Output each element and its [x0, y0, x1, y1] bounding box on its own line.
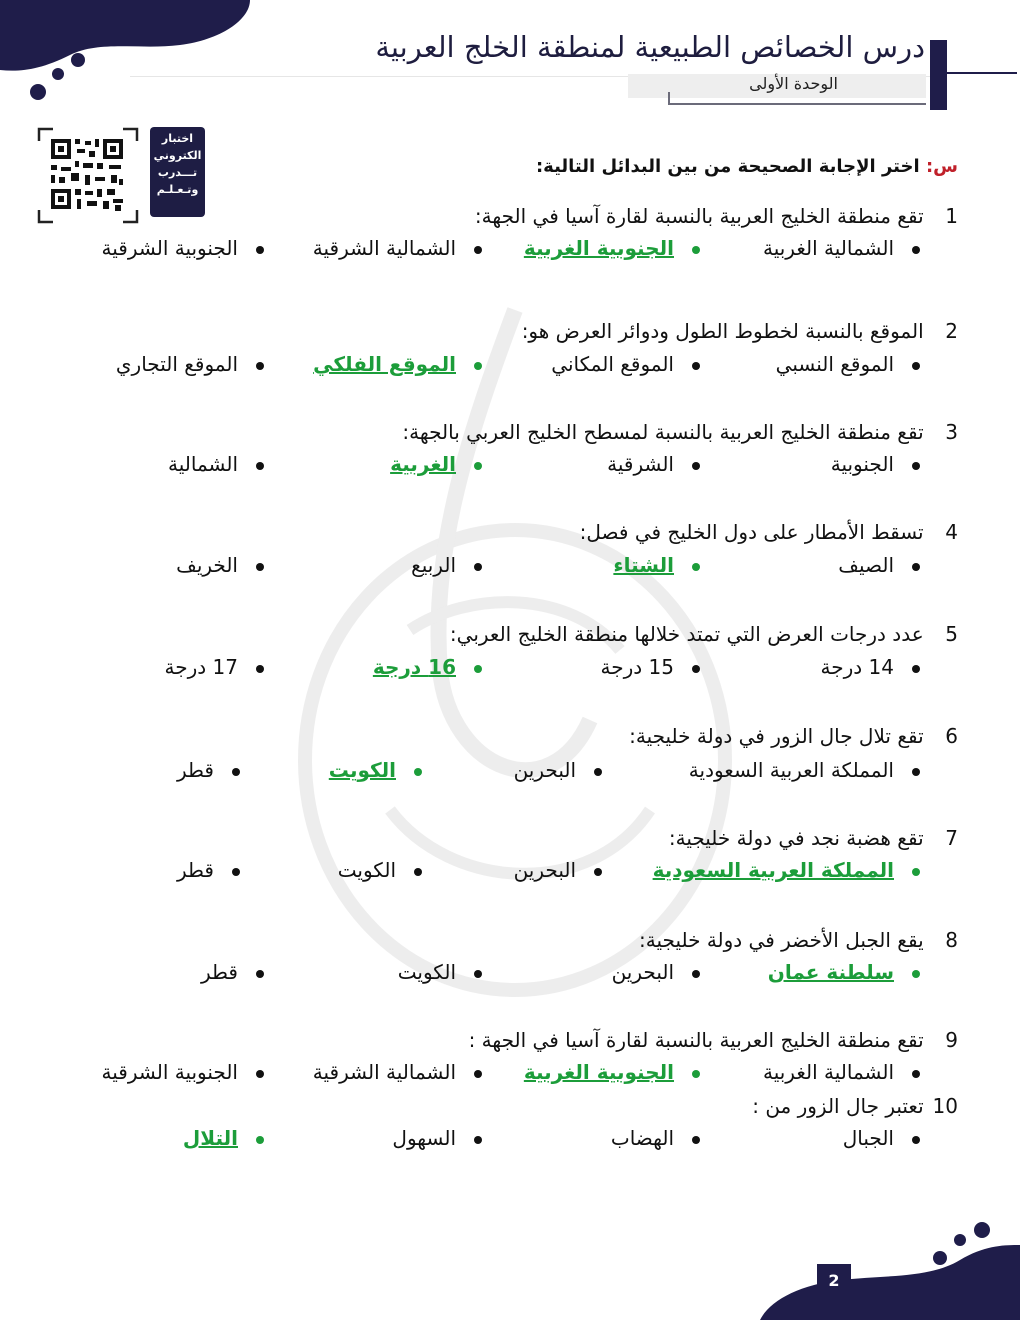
question-number: 6	[945, 724, 958, 748]
question-4	[580, 520, 958, 544]
header-accent-line	[945, 72, 1017, 74]
option-correct[interactable]: التلال	[183, 1126, 264, 1150]
bullet-icon	[912, 1136, 920, 1144]
option[interactable]: الخريف	[176, 553, 264, 577]
qr-code-icon[interactable]	[37, 127, 139, 224]
question-text: الموقع بالنسبة لخطوط الطول ودوائر العرض هو:	[521, 319, 924, 343]
bullet-icon	[414, 768, 422, 776]
bullet-icon	[474, 970, 482, 978]
option[interactable]: الشمالية الشرقية	[313, 236, 482, 260]
badge-line: تـــدرب	[157, 166, 198, 179]
bullet-icon	[474, 246, 482, 254]
option-correct[interactable]: الجنوبية الغربية	[524, 236, 700, 260]
question-number: 10	[932, 1094, 958, 1118]
e-test-badge[interactable]	[150, 127, 205, 217]
question-7	[669, 826, 958, 850]
option[interactable]: الشمالية الغربية	[763, 1060, 920, 1084]
question-10	[752, 1094, 958, 1118]
option[interactable]: الجنوبية الشرقية	[102, 236, 264, 260]
question-text: تقع تلال جال الزور في دولة خليجية:	[629, 724, 924, 748]
bullet-icon	[912, 563, 920, 571]
question-2	[522, 319, 958, 343]
option[interactable]: الشمالية الشرقية	[313, 1060, 482, 1084]
option[interactable]: 15 درجة	[601, 655, 700, 679]
bullet-icon	[256, 462, 264, 470]
option[interactable]: الجبال	[843, 1126, 920, 1150]
question-text: تقع هضبة نجد في دولة خليجية:	[668, 826, 924, 850]
question-5	[450, 622, 958, 646]
option[interactable]: قطر	[201, 960, 264, 984]
badge-line: وتـعـلـم	[156, 183, 199, 196]
bullet-icon	[692, 462, 700, 470]
option-correct[interactable]: الجنوبية الغربية	[524, 1060, 700, 1084]
option[interactable]: البحرين	[514, 758, 602, 782]
bullet-icon	[692, 563, 700, 571]
option-correct[interactable]: الشتاء	[613, 553, 700, 577]
page-number: 2	[817, 1264, 851, 1298]
option[interactable]: الجنوبية	[831, 452, 920, 476]
bullet-icon	[474, 665, 482, 673]
instruction-prefix: س:	[925, 156, 958, 177]
question-8	[639, 928, 958, 952]
bullet-icon	[912, 868, 920, 876]
option-correct[interactable]: الموقع الفلكي	[313, 352, 482, 376]
option[interactable]: الشمالية	[168, 452, 264, 476]
bullet-icon	[912, 462, 920, 470]
question-text: يقع الجبل الأخضر في دولة خليجية:	[639, 928, 924, 952]
bullet-icon	[256, 665, 264, 673]
option[interactable]: المملكة العربية السعودية	[689, 758, 920, 782]
instruction	[536, 156, 958, 177]
badge-line: الكتروني	[153, 149, 202, 162]
calligraphy-watermark	[290, 290, 740, 1010]
bullet-icon	[912, 665, 920, 673]
question-text: تقع منطقة الخليج العربية بالنسبة لمسطح الخليج العربي بالجهة:	[402, 420, 924, 444]
question-text: تقع منطقة الخليج العربية بالنسبة لقارة آسيا في الجهة :	[468, 1028, 924, 1052]
option[interactable]: الكويت	[398, 960, 482, 984]
bullet-icon	[232, 868, 240, 876]
option[interactable]: 14 درجة	[821, 655, 920, 679]
unit-label: الوحدة الأولى	[749, 74, 838, 93]
question-1	[475, 204, 958, 228]
bullet-icon	[912, 246, 920, 254]
top-corner-decoration	[0, 0, 260, 110]
bullet-icon	[474, 362, 482, 370]
option[interactable]: الموقع المكاني	[551, 352, 700, 376]
question-number: 2	[945, 319, 958, 343]
bullet-icon	[594, 768, 602, 776]
question-number: 8	[945, 928, 958, 952]
instruction-text: اختر الإجابة الصحيحة من بين البدائل التالية:	[535, 156, 920, 177]
option[interactable]: الموقع التجاري	[116, 352, 264, 376]
bullet-icon	[594, 868, 602, 876]
bullet-icon	[692, 665, 700, 673]
header-side-bar	[930, 40, 947, 110]
question-number: 3	[945, 420, 958, 444]
option-correct[interactable]: المملكة العربية السعودية	[653, 858, 920, 882]
question-number: 4	[945, 520, 958, 544]
bullet-icon	[474, 462, 482, 470]
bullet-icon	[912, 362, 920, 370]
unit-underline-tick	[668, 92, 670, 105]
bullet-icon	[692, 362, 700, 370]
question-number: 7	[945, 826, 958, 850]
option[interactable]: الشمالية الغربية	[763, 236, 920, 260]
unit-underline	[668, 103, 926, 105]
option[interactable]: 17 درجة	[165, 655, 264, 679]
question-number: 9	[945, 1028, 958, 1052]
question-9	[469, 1028, 958, 1052]
option[interactable]: الهضاب	[611, 1126, 700, 1150]
option[interactable]: الكويت	[338, 858, 422, 882]
option[interactable]: الموقع النسبي	[776, 352, 920, 376]
page-title: درس الخصائص الطبيعية لمنطقة الخلج العربية	[375, 30, 925, 64]
bullet-icon	[474, 563, 482, 571]
option[interactable]: البحرين	[514, 858, 602, 882]
question-number: 1	[945, 204, 958, 228]
bullet-icon	[256, 970, 264, 978]
bullet-icon	[912, 970, 920, 978]
question-number: 5	[945, 622, 958, 646]
option-correct[interactable]: الغربية	[390, 452, 482, 476]
question-text: تقع منطقة الخليج العربية بالنسبة لقارة آسيا في الجهة:	[474, 204, 924, 228]
bullet-icon	[692, 246, 700, 254]
bullet-icon	[232, 768, 240, 776]
bullet-icon	[256, 246, 264, 254]
bullet-icon	[256, 1136, 264, 1144]
question-text: تعتبر جال الزور من :	[752, 1094, 924, 1118]
option[interactable]: قطر	[177, 858, 240, 882]
bullet-icon	[474, 1070, 482, 1078]
bullet-icon	[692, 1070, 700, 1078]
option[interactable]: السهول	[392, 1126, 482, 1150]
option[interactable]: الربيع	[411, 553, 482, 577]
option[interactable]: الشرقية	[607, 452, 700, 476]
question-text: عدد درجات العرض التي تمتد خلالها منطقة الخليج العربي:	[449, 622, 924, 646]
bullet-icon	[692, 1136, 700, 1144]
option[interactable]: البحرين	[612, 960, 700, 984]
question-text: تسقط الأمطار على دول الخليج في فصل:	[579, 520, 924, 544]
option[interactable]: قطر	[177, 758, 240, 782]
option-correct[interactable]: الكويت	[329, 758, 422, 782]
option[interactable]: الصيف	[838, 553, 920, 577]
question-3	[402, 420, 958, 444]
bullet-icon	[912, 768, 920, 776]
option-correct[interactable]: 16 درجة	[373, 655, 482, 679]
bullet-icon	[474, 1136, 482, 1144]
bullet-icon	[256, 362, 264, 370]
bullet-icon	[256, 563, 264, 571]
question-6	[629, 724, 958, 748]
option-correct[interactable]: سلطنة عمان	[768, 960, 920, 984]
bullet-icon	[256, 1070, 264, 1078]
bullet-icon	[912, 1070, 920, 1078]
option[interactable]: الجنوبية الشرقية	[102, 1060, 264, 1084]
bullet-icon	[692, 970, 700, 978]
bottom-corner-decoration	[760, 1200, 1020, 1320]
badge-line: اختبار	[161, 132, 194, 145]
bullet-icon	[414, 868, 422, 876]
